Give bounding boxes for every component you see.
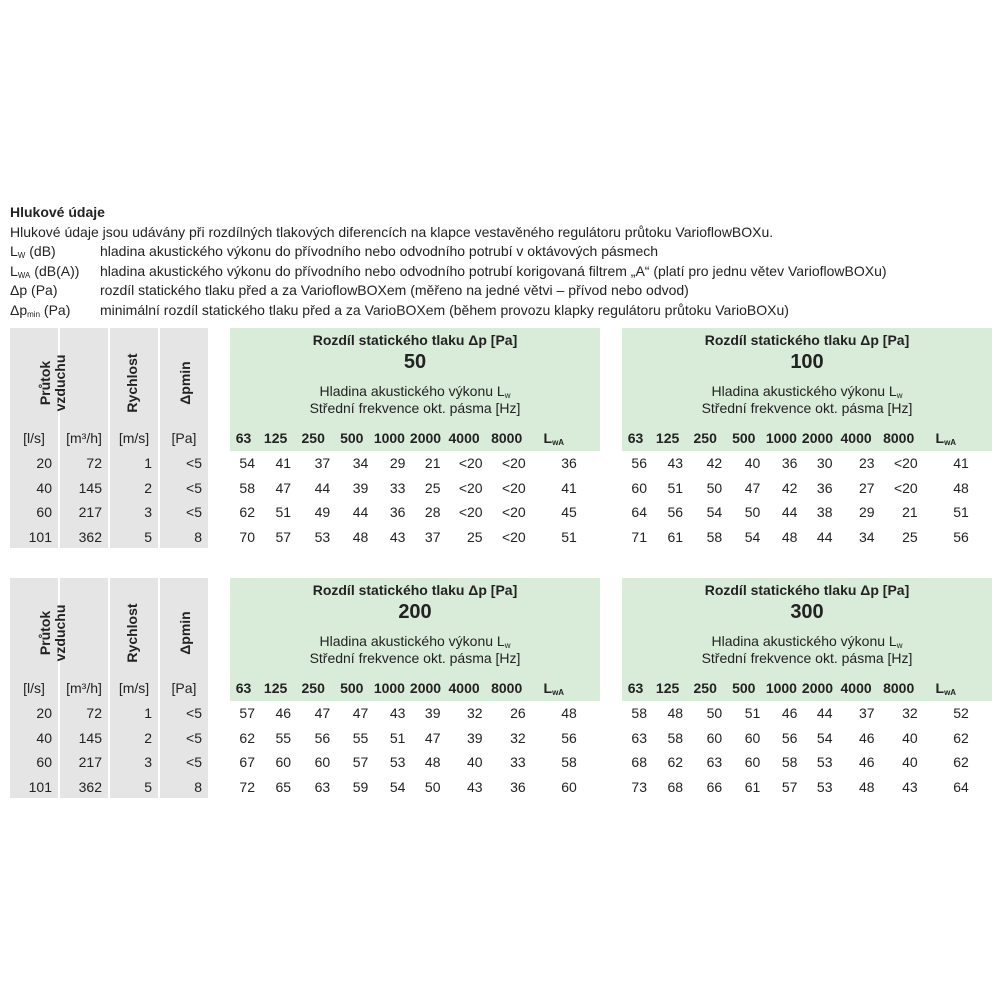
definition-symbol: Δp (Pa) — [10, 282, 58, 298]
table-value: 51 — [744, 705, 761, 721]
table-value: 46 — [859, 754, 875, 771]
table-value: 54 — [239, 455, 255, 471]
table-value: 29 — [859, 504, 875, 521]
table-value: 57 — [275, 529, 292, 546]
table-value: 48 — [953, 479, 969, 496]
table-value: 45 — [561, 504, 577, 521]
table-value: 53 — [816, 779, 833, 796]
table-value: 68 — [667, 779, 684, 796]
table-value: 26 — [510, 705, 526, 721]
block-subtitle-frequency: Střední frekvence okt. pásma [Hz] — [309, 650, 521, 666]
table-value: 49 — [314, 504, 331, 521]
frequency-label: 2000 — [801, 430, 834, 446]
left-value: 40 — [36, 729, 52, 746]
intro-section — [10, 203, 995, 320]
lwa-subscript: wA — [552, 438, 565, 447]
table-value: 66 — [706, 779, 723, 796]
frequency-label: 4000 — [448, 430, 480, 446]
left-value: 72 — [86, 705, 102, 721]
frequency-label: 125 — [655, 680, 680, 696]
lwa-label: $L_{wA}$ — [935, 680, 957, 697]
table-value: <20 — [501, 529, 526, 546]
unit-label: [m³/h] — [66, 430, 102, 446]
table-value: 67 — [239, 754, 255, 771]
left-value: 101 — [28, 779, 52, 796]
table-value: 39 — [467, 729, 483, 746]
table-value: 37 — [424, 529, 441, 546]
table-value: 32 — [902, 705, 918, 721]
table-value: 63 — [631, 729, 647, 746]
table-value: 64 — [953, 779, 969, 796]
table-value: 42 — [706, 455, 723, 471]
definition-row — [10, 301, 995, 321]
definition-row — [10, 262, 995, 282]
table-value: 51 — [275, 504, 292, 521]
header-speed: Rychlost — [124, 353, 140, 413]
table-value: 40 — [467, 754, 483, 771]
block-pressure-value: 50 — [403, 351, 427, 373]
frequency-label: 8000 — [883, 680, 915, 696]
table-value: 28 — [424, 504, 441, 521]
table-value: 37 — [314, 455, 331, 471]
table-value: 64 — [631, 504, 647, 521]
frequency-label: 8000 — [491, 430, 523, 446]
left-value: <5 — [186, 504, 202, 521]
table-value: 50 — [706, 705, 723, 721]
left-value: 72 — [86, 455, 102, 471]
table-value: 60 — [275, 754, 292, 771]
frequency-label: 2000 — [409, 430, 442, 446]
table-value: 42 — [781, 479, 798, 496]
frequency-label: 8000 — [491, 680, 523, 696]
table-value: 48 — [667, 705, 684, 721]
left-value: 101 — [28, 529, 52, 546]
header-speed: Rychlost — [124, 603, 140, 663]
table-value: 56 — [667, 504, 684, 521]
frequency-label: 63 — [235, 430, 252, 446]
table-value: 65 — [275, 779, 292, 796]
table-value: 48 — [424, 754, 441, 771]
table-value: 68 — [631, 754, 647, 771]
frequency-label: 1000 — [373, 680, 405, 696]
frequency-label: 500 — [340, 430, 364, 446]
table-value: 48 — [561, 705, 577, 721]
table-value: 38 — [816, 504, 833, 521]
left-value: <5 — [186, 705, 202, 721]
table-value: 51 — [953, 504, 969, 521]
lwa-label: $L_{wA}$ — [543, 680, 565, 697]
frequency-label: 63 — [627, 680, 644, 696]
table-value: 36 — [816, 479, 833, 496]
block-subtitle-frequency: Střední frekvence okt. pásma [Hz] — [701, 400, 913, 416]
table-value: 43 — [902, 779, 918, 796]
table-value: 70 — [239, 529, 255, 546]
lwa-subscript: wA — [944, 688, 957, 697]
table-value: 25 — [467, 529, 483, 546]
table-value: 56 — [561, 729, 577, 746]
table-value: 47 — [424, 729, 441, 746]
table-value: <20 — [501, 455, 526, 471]
left-value: 60 — [36, 504, 52, 521]
definitions-list — [10, 242, 995, 320]
table-value: 41 — [275, 455, 292, 471]
table-value: 50 — [706, 479, 723, 496]
table-value: 54 — [816, 729, 833, 746]
block-subtitle-frequency: Střední frekvence okt. pásma [Hz] — [701, 650, 913, 666]
block-subtitle: Hladina akustického výkonu $L_w$ — [319, 383, 511, 400]
subtitle-subscript: w — [504, 391, 511, 400]
frequency-label: 63 — [235, 680, 252, 696]
noise-table — [10, 328, 990, 553]
table-value: 62 — [239, 504, 255, 521]
subtitle-subscript: w — [504, 641, 511, 650]
subtitle-subscript: w — [896, 641, 903, 650]
block-pressure-value: 300 — [790, 601, 824, 623]
unit-label: [Pa] — [171, 680, 197, 696]
table-value: 58 — [706, 529, 723, 546]
table-value: 47 — [314, 705, 331, 721]
table-value: <20 — [893, 455, 918, 471]
table-value: 34 — [859, 529, 875, 546]
table-value: <20 — [458, 504, 483, 521]
definition-text: hladina akustického výkonu do přívodního nebo odvodního potrubí korigovaná filtrem „A“ (platí pro jednu větev VarioflowBOXu) — [100, 262, 887, 279]
left-value: 1 — [144, 455, 152, 471]
table-value: 44 — [816, 529, 833, 546]
block-subtitle-frequency: Střední frekvence okt. pásma [Hz] — [309, 400, 521, 416]
table-value: 27 — [859, 479, 875, 496]
block-title: Rozdíl statického tlaku Δp [Pa] — [312, 582, 518, 598]
left-value: 20 — [36, 705, 52, 721]
header-dpmin: Δpmin — [177, 361, 193, 405]
frequency-label: 4000 — [840, 680, 872, 696]
table-value: 51 — [561, 529, 577, 546]
table-value: 55 — [275, 729, 292, 746]
table-value: 54 — [389, 779, 406, 796]
left-value: 1 — [144, 705, 152, 721]
left-value: 8 — [194, 779, 202, 796]
table-value: 56 — [631, 455, 647, 471]
table-value: 33 — [389, 479, 406, 496]
frequency-label: 1000 — [765, 680, 797, 696]
table-value: 50 — [424, 779, 441, 796]
table-value: 46 — [781, 705, 798, 721]
table-value: 63 — [706, 754, 723, 771]
table-value: 71 — [631, 529, 647, 546]
table-value: 44 — [816, 705, 833, 721]
lwa-label: $L_{wA}$ — [543, 430, 565, 447]
frequency-label: 1000 — [373, 430, 405, 446]
left-value: 145 — [78, 729, 102, 746]
frequency-label: 250 — [301, 430, 325, 446]
table-value: 54 — [744, 529, 761, 546]
unit-label: [l/s] — [23, 430, 45, 446]
table-value: 60 — [631, 479, 647, 496]
table-value: 54 — [706, 504, 723, 521]
table-value: 56 — [314, 729, 331, 746]
definition-subscript: WA — [17, 270, 31, 280]
table-value: 25 — [902, 529, 918, 546]
left-value: 5 — [144, 529, 152, 546]
block-pressure-value: 200 — [398, 601, 432, 623]
section-title: Hlukové údaje — [10, 204, 105, 220]
table-value: 58 — [667, 729, 684, 746]
left-value: 40 — [36, 479, 52, 496]
table-value: 48 — [352, 529, 369, 546]
table-value: 62 — [953, 729, 969, 746]
table-value: 51 — [667, 479, 684, 496]
table-value: 30 — [816, 455, 833, 471]
frequency-label: 8000 — [883, 430, 915, 446]
unit-label: [l/s] — [23, 680, 45, 696]
frequency-label: 500 — [732, 430, 756, 446]
table-value: 23 — [859, 455, 875, 471]
table-value: 61 — [744, 779, 761, 796]
definition-text: minimální rozdíl statického tlaku před a za VarioBOXem (během provozu klapky regulátoru průtoku VarioBOXu) — [100, 301, 789, 318]
table-value: 25 — [424, 479, 441, 496]
table-value: <20 — [501, 504, 526, 521]
table-value: 73 — [631, 779, 647, 796]
block-title: Rozdíl statického tlaku Δp [Pa] — [704, 582, 910, 598]
table-value: 39 — [424, 705, 441, 721]
table-value: <20 — [458, 455, 483, 471]
table-value: 60 — [706, 729, 723, 746]
table-value: 29 — [389, 455, 406, 471]
block-subtitle: Hladina akustického výkonu $L_w$ — [319, 633, 511, 650]
table-value: 56 — [953, 529, 969, 546]
table-value: 40 — [902, 729, 918, 746]
table-value: 56 — [781, 729, 798, 746]
left-value: <5 — [186, 729, 202, 746]
table-value: 44 — [314, 479, 331, 496]
definition-symbol: $L_{WA}$ (dB(A)) — [10, 262, 80, 280]
table-value: 62 — [667, 754, 684, 771]
left-value: 217 — [78, 504, 102, 521]
table-value: 21 — [424, 455, 441, 471]
frequency-label: 4000 — [840, 430, 872, 446]
unit-label: [m/s] — [118, 430, 150, 446]
frequency-label: 250 — [301, 680, 325, 696]
table-value: 55 — [352, 729, 369, 746]
table-value: 34 — [352, 455, 369, 471]
table-value: 57 — [781, 779, 798, 796]
unit-label: [m³/h] — [66, 680, 102, 696]
lwa-label: $L_{wA}$ — [935, 430, 957, 447]
table-value: 58 — [561, 754, 577, 771]
table-value: 48 — [859, 779, 875, 796]
block-subtitle: Hladina akustického výkonu $L_w$ — [711, 383, 903, 400]
table-value: 53 — [314, 529, 331, 546]
table-value: 36 — [561, 455, 577, 471]
table-value: 43 — [467, 779, 483, 796]
left-value: 362 — [78, 529, 102, 546]
lwa-subscript: wA — [552, 688, 565, 697]
left-value: 5 — [144, 779, 152, 796]
table-value: 40 — [744, 455, 761, 471]
left-value: 2 — [144, 479, 152, 496]
intro-description: Hlukové údaje jsou udávány při rozdílných tlakových diferencích na klapce vestavěného regulátoru průtoku VarioflowBOXu. — [10, 223, 774, 240]
left-value: 3 — [144, 504, 152, 521]
unit-label: [m/s] — [118, 680, 150, 696]
table-value: 59 — [352, 779, 369, 796]
frequency-label: 125 — [263, 430, 288, 446]
table-value: 47 — [352, 705, 369, 721]
table-value: 41 — [561, 479, 577, 496]
left-value: 2 — [144, 729, 152, 746]
table-value: 57 — [352, 754, 369, 771]
table-value: 33 — [510, 754, 526, 771]
table-value: 53 — [816, 754, 833, 771]
left-value: 3 — [144, 754, 152, 771]
frequency-label: 1000 — [765, 430, 797, 446]
table-value: <20 — [893, 479, 918, 496]
frequency-label: 63 — [627, 430, 644, 446]
header-flow: Průtok vzduchu — [37, 604, 68, 662]
table-value: 58 — [239, 479, 255, 496]
table-value: 43 — [389, 705, 406, 721]
frequency-label: 125 — [655, 430, 680, 446]
table-value: 21 — [902, 504, 918, 521]
table-value: 46 — [859, 729, 875, 746]
left-value: 145 — [78, 479, 102, 496]
frequency-label: 500 — [340, 680, 364, 696]
table-value: 40 — [902, 754, 918, 771]
table-value: 58 — [631, 705, 647, 721]
table-value: 47 — [275, 479, 292, 496]
lwa-subscript: wA — [944, 438, 957, 447]
table-value: 57 — [239, 705, 255, 721]
table-value: 36 — [781, 455, 798, 471]
definition-row — [10, 242, 995, 262]
table-value: 44 — [781, 504, 798, 521]
frequency-label: 250 — [693, 430, 717, 446]
block-pressure-value: 100 — [790, 351, 824, 373]
table-value: 53 — [389, 754, 406, 771]
frequency-label: 500 — [732, 680, 756, 696]
table-value: 58 — [781, 754, 798, 771]
definition-symbol: $L_W$ (dB) — [10, 243, 56, 260]
frequency-label: 250 — [693, 680, 717, 696]
frequency-label: 125 — [263, 680, 288, 696]
unit-label: [Pa] — [171, 430, 197, 446]
table-value: <20 — [501, 479, 526, 496]
left-value: 362 — [78, 779, 102, 796]
table-value: 37 — [859, 705, 875, 721]
left-value: 8 — [194, 529, 202, 546]
table-value: 32 — [510, 729, 526, 746]
noise-table — [10, 578, 990, 803]
table-value: <20 — [458, 479, 483, 496]
table-value: 46 — [275, 705, 292, 721]
left-value: 20 — [36, 455, 52, 471]
table-value: 39 — [352, 479, 369, 496]
left-value: 217 — [78, 754, 102, 771]
frequency-label: 2000 — [409, 680, 442, 696]
table-value: 51 — [389, 729, 406, 746]
header-dpmin: Δpmin — [177, 611, 193, 655]
definition-row — [10, 281, 995, 301]
table-value: 61 — [667, 529, 684, 546]
table-value: 60 — [744, 729, 761, 746]
header-flow: Průtok vzduchu — [37, 354, 68, 412]
table-value: 43 — [667, 455, 684, 471]
table-value: 32 — [467, 705, 483, 721]
block-subtitle: Hladina akustického výkonu $L_w$ — [711, 633, 903, 650]
left-value: <5 — [186, 455, 202, 471]
table-value: 36 — [510, 779, 526, 796]
table-value: 48 — [781, 529, 798, 546]
table-value: 43 — [389, 529, 406, 546]
subtitle-subscript: w — [896, 391, 903, 400]
table-value: 52 — [953, 705, 969, 721]
table-value: 47 — [744, 479, 761, 496]
left-value: <5 — [186, 754, 202, 771]
table-value: 62 — [239, 729, 255, 746]
table-value: 72 — [239, 779, 255, 796]
frequency-label: 2000 — [801, 680, 834, 696]
table-value: 60 — [314, 754, 331, 771]
table-value: 41 — [953, 455, 969, 471]
definition-text: hladina akustického výkonu do přívodního nebo odvodního potrubí v oktávových pásmech — [100, 243, 659, 259]
table-value: 50 — [744, 504, 761, 521]
frequency-label: 4000 — [448, 680, 480, 696]
block-title: Rozdíl statického tlaku Δp [Pa] — [312, 332, 518, 348]
table-value: 44 — [352, 504, 369, 521]
block-title: Rozdíl statického tlaku Δp [Pa] — [704, 332, 910, 348]
definition-symbol: $\Delta p_{min}$ (Pa) — [10, 301, 71, 319]
table-value: 36 — [389, 504, 406, 521]
table-value: 60 — [744, 754, 761, 771]
definition-subscript: W — [17, 251, 26, 260]
table-value: 63 — [314, 779, 331, 796]
table-value: 62 — [953, 754, 969, 771]
left-value: 60 — [36, 754, 52, 771]
left-value: <5 — [186, 479, 202, 496]
definition-subscript: min — [27, 309, 41, 319]
table-value: 60 — [561, 779, 577, 796]
definition-text: rozdíl statického tlaku před a za VarioflowBOXem (měřeno na jedné větvi – přívod nebo odvod) — [100, 282, 689, 298]
